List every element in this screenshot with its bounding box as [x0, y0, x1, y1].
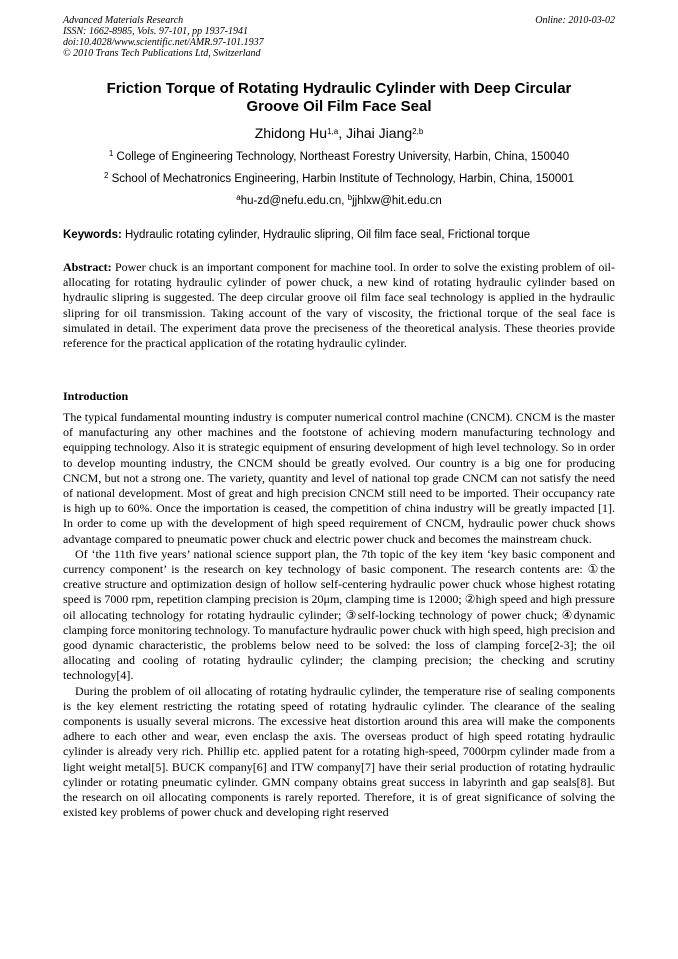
paper-title: [63, 80, 615, 116]
paragraph: Of ‘the 11th five years’ national science support plan, the 7th topic of the key item ‘key basic component and currency component’ is the research on key technology of basic component. The research contents are: ①the creative structure and optimization design of hollow self-centering hydraulic power chuck whose highest rotating speed is 7000 rpm, repetition clamping precision is 20μm, clamping time is 12000; ②high speed and high pressure oil allocating technology for rotating hydraulic cylinder; ③self-locking technology of power chuck; ④dynamic clamping force monitoring technology. To manufacture hydraulic power chuck with high speed, high precision and good dynamic characteristic, the problems below need to be solved: the loss of clamping force[2-3]; the oil allocating and cooling of rotating hydraulic cylinder; the clamping precision; the checking and scrutiny technology[4].: [63, 546, 616, 683]
section-heading: Introduction: [63, 389, 129, 403]
issn-line: ISSN: 1662-8985, Vols. 97-101, pp 1937-1941: [63, 26, 248, 37]
keywords: [63, 228, 615, 242]
author-name: Zhidong Hu: [254, 125, 328, 141]
introduction-body: [63, 410, 615, 820]
author-separator: ,: [338, 125, 346, 141]
title-line-2: Groove Oil Film Face Seal: [246, 98, 432, 115]
abstract: [63, 260, 615, 351]
author-affiliation-mark: 2,b: [412, 127, 424, 136]
author-name: Jihai Jiang: [346, 125, 413, 141]
affiliation: [63, 172, 615, 186]
affiliation-mark: 2: [103, 171, 109, 180]
keywords-text: Hydraulic rotating cylinder, Hydraulic slipring, Oil film face seal, Frictional torque: [121, 229, 531, 241]
email-mark: a: [236, 193, 241, 202]
paragraph: During the problem of oil allocating of rotating hydraulic cylinder, the temperature rise of sealing components is the key element restricting the rotating speed of rotating hydraulic cylinder. The clearance of the sealing components is usually several microns. The excessive heat distortion around this area will make the components adhere to each other and wear, even enclasp the axis. The overseas product of high speed rotating hydraulic cylinder is already very rich. Phillip etc. applied patent for a rotating high-speed, 7000rpm cylinder made from a light weight metal[5]. BUCK company[6] and ITW company[7] have their serial production of rotating hydraulic cylinder or rotating pneumatic cylinder. GMN company obtains great success in labyrinth and gap seals[8]. But the research on oil allocating components is rarely reported. Therefore, it is of great significance of solving the existed key problems of power chuck and developing right reserved: [63, 683, 615, 820]
journal-header: [63, 15, 615, 59]
affiliation-text: School of Mechatronics Engineering, Harbin Institute of Technology, Harbin, China, 150001: [111, 173, 575, 185]
online-date: Online: 2010-03-02: [535, 15, 615, 26]
paragraph: The typical fundamental mounting industry is computer numerical control machine (CNCM). CNCM is the master of manufacturing any other machines and the footstone of achieving modern manufacturing technology and equipping technology. Also it is strategic equipment of ensuring development of high level technology. So in order to develop mounting industry, the CNCM should be greatly evolved. Our country is a big one for producing CNCM, but not a strong one. The variety, quantity and level of national top grade CNCM can not satisfy the need of national development. Most of great and high precision CNCM still need to be imported. Their occupancy rate is high up to 60%. Once the importation is ceased, the competition of china industry will be greatly impacted [1]. In order to come up with the development of high speed requirement of CNCM, hydraulic power chuck shows advantage compared to pneumatic power chuck and electric power chuck and becomes the mainstream chuck.: [63, 410, 615, 546]
email-b: jjhlxw@hit.edu.cn: [352, 195, 442, 207]
author-list: [63, 124, 615, 142]
affiliation: [63, 150, 615, 164]
journal-name: Advanced Materials Research: [63, 15, 184, 26]
abstract-text: Power chuck is an important component for machine tool. In order to solve the existing problem of oil-allocating for rotating hydraulic cylinder of power chuck, a new kind of rotating hydraulic cylinder based on hydraulic slipring is suggested. The deep circular groove oil film face seal technology is applied in the hydraulic slipring for oil transmission. Taking account of the vary of viscosity, the frictional torque of the seal face is simulated in detail. The experiment data prove the preciseness of the theoretical analysis. These theories provide reference for the practical application of the rotating hydraulic cylinder.: [63, 260, 615, 351]
title-line-1: Friction Torque of Rotating Hydraulic Cylinder with Deep Circular: [106, 80, 572, 97]
email-line: [63, 194, 615, 208]
doi-line: doi:10.4028/www.scientific.net/AMR.97-101.1937: [63, 37, 264, 48]
affiliation-text: College of Engineering Technology, Northeast Forestry University, Harbin, China, 150040: [116, 151, 570, 163]
copyright-line: © 2010 Trans Tech Publications Ltd, Switzerland: [63, 48, 261, 59]
email-mark: b: [347, 193, 353, 202]
keywords-label: Keywords:: [63, 229, 122, 241]
affiliation-mark: 1: [108, 149, 114, 158]
abstract-label: Abstract:: [63, 260, 112, 274]
author-affiliation-mark: 1,a: [327, 127, 339, 136]
email-a: hu-zd@nefu.edu.cn,: [240, 195, 348, 207]
